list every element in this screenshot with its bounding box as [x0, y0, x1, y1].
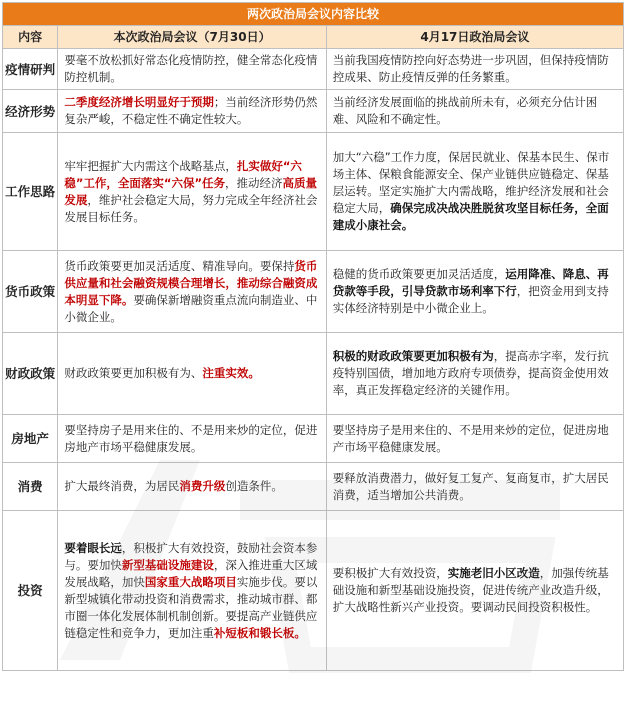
- current-cell: [58, 511, 326, 671]
- table-row: [3, 90, 624, 133]
- cell-text: 要确保新增融资重点流向制造业、中小微企业。: [64, 292, 318, 324]
- cell-text: 牢牢把握扩大内需这个战略基点，: [64, 158, 237, 173]
- highlight-text: 国家重大战略项目: [144, 574, 237, 589]
- title-row: [3, 3, 624, 26]
- current-cell: [58, 463, 326, 511]
- row-label: 工作思路: [3, 133, 58, 251]
- cell-text: ，推动经济: [225, 175, 283, 190]
- previous-cell: [326, 49, 623, 90]
- cell-text: 当前我国疫情防控向好态势进一步巩固，但保持疫情防控成果、防止疫情反弹的任务繁重。: [332, 53, 609, 84]
- highlight-text: 二季度经济增长明显好于预期: [64, 95, 214, 109]
- cell-text: 扩大最终消费，为居民: [64, 479, 180, 493]
- bold-text: 运用降准、降息、再贷款等手段，引导贷款市场利率下行: [332, 267, 609, 298]
- cell-text: ，维护社会稳定大局，努力完成全年经济社会发展目标任务。: [64, 192, 318, 224]
- cell-text: ，积极扩大有效投资，鼓励社会资本参与。要加快: [64, 540, 318, 572]
- current-cell: [58, 251, 326, 333]
- cell-text: 加大“六稳”工作力度，保居民就业、保基本民生、保市场主体、保粮食能源安全、保产业链供应链稳定、保基层运转。坚定实施扩大内需战略，维护经济发展和社会稳定大局，: [332, 150, 610, 215]
- row-label: 房地产: [3, 415, 58, 463]
- table-title: 两次政治局会议内容比较: [3, 3, 624, 26]
- cell-text: ，加强传统基础设施和新型基础设施投资，促进传统产业改造升级，扩大战略性新兴产业投资。要调动民间投资积极性。: [332, 566, 609, 614]
- cell-text: ，把资金用到支持实体经济特别是中小微企业上。: [332, 284, 609, 315]
- row-label: 投资: [3, 511, 58, 671]
- current-cell: [58, 49, 326, 90]
- cell-text: 要毫不放松抓好常态化疫情防控，健全常态化疫情防控机制。: [64, 53, 318, 84]
- highlight-text: 补短板和锻长板。: [213, 625, 306, 640]
- previous-cell: [326, 511, 623, 671]
- current-cell: [58, 133, 326, 251]
- table-row: [3, 463, 624, 511]
- bold-text: 积极的财政政策要更加积极有为: [332, 349, 494, 363]
- previous-cell: [326, 251, 623, 333]
- cell-text: 要积极扩大有效投资，: [332, 566, 448, 580]
- current-cell: [58, 333, 326, 415]
- bold-text: 要着眼长远: [64, 540, 122, 555]
- cell-text: ，深入推进重大区域发展战略，加快: [64, 557, 318, 589]
- highlight-text: 新型基础设施建设: [121, 557, 214, 572]
- header-previous: 4月17日政治局会议: [326, 26, 623, 49]
- header-label: 内容: [3, 26, 58, 49]
- cell-text: ；当前经济形势仍然复杂严峻，不稳定性不确定性较大。: [64, 95, 318, 126]
- previous-cell: [326, 90, 623, 133]
- cell-text: 稳健的货币政策要更加灵活适度，: [332, 267, 506, 281]
- table-row: [3, 49, 624, 90]
- current-cell: [58, 415, 326, 463]
- header-current: 本次政治局会议（7月30日）: [58, 26, 326, 49]
- cell-text: 财政政策要更加积极有为、: [64, 366, 203, 380]
- cell-text: ，提高赤字率，发行抗疫特别国债，增加地方政府专项债券，提高资金使用效率，真正发挥稳定经济的关键作用。: [332, 349, 609, 397]
- bold-text: 确保完成决战决胜脱贫攻坚目标任务，全面建成小康社会。: [332, 201, 609, 232]
- highlight-text: 货币供应量和社会融资规模合理增长，推动综合融资成本明显下降。: [64, 258, 318, 307]
- previous-cell: [326, 133, 623, 251]
- comparison-table: [2, 2, 624, 671]
- table-row: [3, 511, 624, 671]
- header-row: [3, 26, 624, 49]
- previous-cell: [326, 415, 623, 463]
- table-row: [3, 251, 624, 333]
- cell-text: 要释放消费潜力，做好复工复产、复商复市，扩大居民消费，适当增加公共消费。: [332, 470, 609, 502]
- highlight-text: 注重实效。: [202, 366, 260, 380]
- cell-text: 货币政策要更加灵活适度、精准导向。要保持: [64, 258, 295, 273]
- table-row: [3, 415, 624, 463]
- cell-text: 要坚持房子是用来住的、不是用来炒的定位，促进房地产市场平稳健康发展。: [64, 422, 318, 454]
- cell-text: 要坚持房子是用来住的、不是用来炒的定位，促进房地产市场平稳健康发展。: [332, 422, 609, 454]
- highlight-text: 高质量发展: [64, 175, 318, 207]
- row-label: 经济形势: [3, 90, 58, 133]
- bold-text: 实施老旧小区改造: [447, 566, 540, 580]
- highlight-text: 扎实做好“六稳”工作，全面落实“六保”任务: [64, 158, 302, 190]
- current-cell: [58, 90, 326, 133]
- table-row: [3, 333, 624, 415]
- table-row: [3, 133, 624, 251]
- row-label: 疫情研判: [3, 49, 58, 90]
- cell-text: 实施步伐。要以新型城镇化带动投资和消费需求，推动城市群、都市圈一体化发展体制机制创新。要提高产业链供应链稳定性和竞争力，更加注重: [64, 574, 318, 640]
- row-label: 货币政策: [3, 251, 58, 333]
- cell-text: 创造条件。: [225, 479, 283, 493]
- previous-cell: [326, 333, 623, 415]
- cell-text: 当前经济发展面临的挑战前所未有，必须充分估计困难、风险和不确定性。: [332, 95, 598, 126]
- highlight-text: 消费升级: [179, 479, 226, 493]
- row-label: 财政政策: [3, 333, 58, 415]
- previous-cell: [326, 463, 623, 511]
- row-label: 消费: [3, 463, 58, 511]
